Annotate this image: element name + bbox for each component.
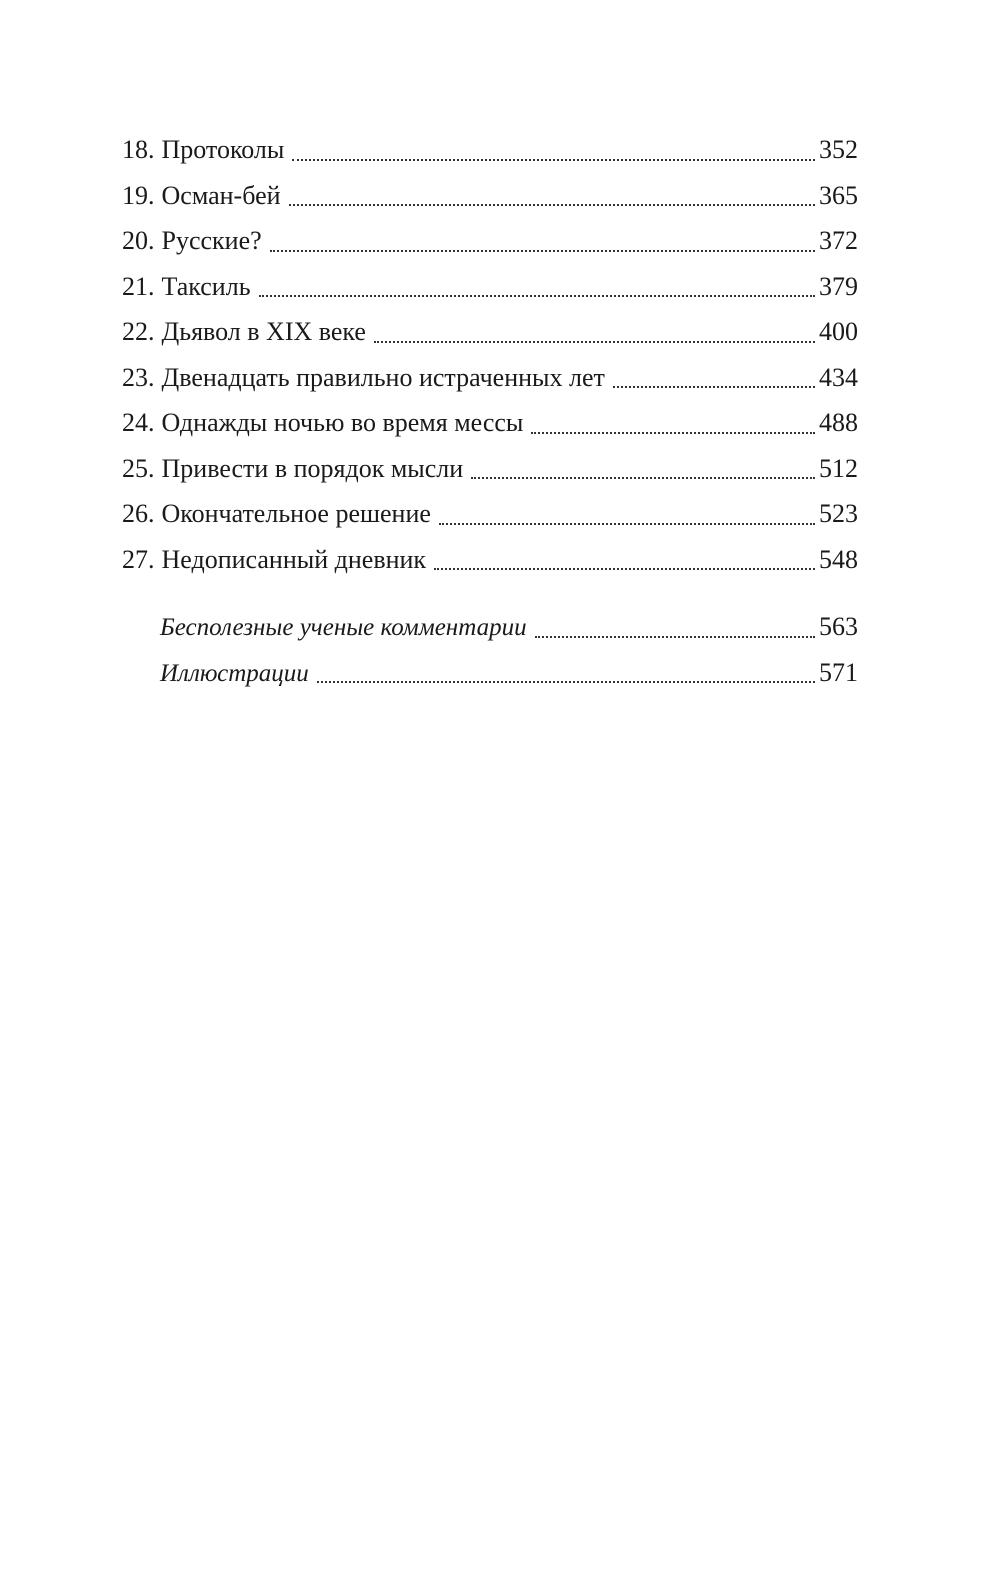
chapter-number: 18.	[122, 135, 155, 164]
dot-leader	[531, 432, 815, 434]
dot-leader	[374, 341, 815, 343]
chapter-title: Недописанный дневник	[161, 544, 427, 574]
page-number: 512	[819, 453, 858, 483]
dot-leader	[259, 295, 815, 297]
dot-leader	[292, 159, 815, 161]
chapter-number: 21.	[122, 271, 155, 301]
page-number: 352	[819, 135, 858, 164]
table-of-contents	[122, 127, 858, 695]
page-number: 563	[819, 612, 858, 641]
dot-leader	[613, 386, 815, 388]
chapter-number: 27.	[122, 544, 155, 574]
toc-entry	[122, 218, 858, 264]
toc-entry	[122, 446, 858, 492]
chapter-list	[122, 127, 858, 582]
dot-leader	[317, 681, 815, 683]
dot-leader	[270, 250, 815, 252]
toc-entry	[122, 355, 858, 401]
chapter-title: Окончательное решение	[161, 499, 431, 528]
dot-leader	[289, 204, 815, 206]
chapter-number: 25.	[122, 453, 155, 483]
appendix-title: Бесполезные ученые комментарии	[160, 614, 527, 641]
chapter-title: Дьявол в XIX веке	[161, 317, 366, 346]
dot-leader	[434, 568, 815, 570]
chapter-title: Русские?	[161, 226, 262, 255]
page-number: 372	[819, 226, 858, 255]
page-number: 434	[819, 362, 858, 392]
dot-leader	[439, 523, 815, 525]
page-number: 523	[819, 499, 858, 528]
chapter-number: 22.	[122, 317, 155, 346]
chapter-number: 20.	[122, 226, 155, 255]
chapter-title: Двенадцать правильно истраченных лет	[161, 362, 605, 392]
page-number: 379	[819, 271, 858, 301]
chapter-title: Осман-бей	[161, 180, 281, 210]
toc-entry	[122, 537, 858, 583]
toc-entry	[122, 309, 858, 355]
toc-entry	[122, 400, 858, 446]
chapter-title: Таксиль	[161, 271, 251, 301]
appendix-list	[122, 604, 858, 695]
chapter-title: Протоколы	[161, 135, 285, 164]
chapter-number: 23.	[122, 362, 155, 392]
chapter-number: 24.	[122, 408, 155, 437]
toc-entry	[122, 491, 858, 537]
toc-entry	[122, 264, 858, 310]
toc-entry-appendix	[160, 604, 858, 650]
dot-leader	[535, 636, 815, 638]
toc-entry	[122, 127, 858, 173]
page-number: 365	[819, 180, 858, 210]
chapter-number: 19.	[122, 180, 155, 210]
page-number: 488	[819, 408, 858, 437]
toc-entry	[122, 173, 858, 219]
chapter-title: Привести в порядок мысли	[161, 453, 464, 483]
toc-entry-appendix	[160, 650, 858, 696]
dot-leader	[471, 477, 815, 479]
page-number: 400	[819, 317, 858, 346]
appendix-title: Иллюстрации	[160, 659, 309, 687]
chapter-title: Однажды ночью во время мессы	[161, 408, 524, 437]
chapter-number: 26.	[122, 499, 155, 528]
page-number: 571	[819, 657, 858, 687]
page-number: 548	[819, 544, 858, 574]
